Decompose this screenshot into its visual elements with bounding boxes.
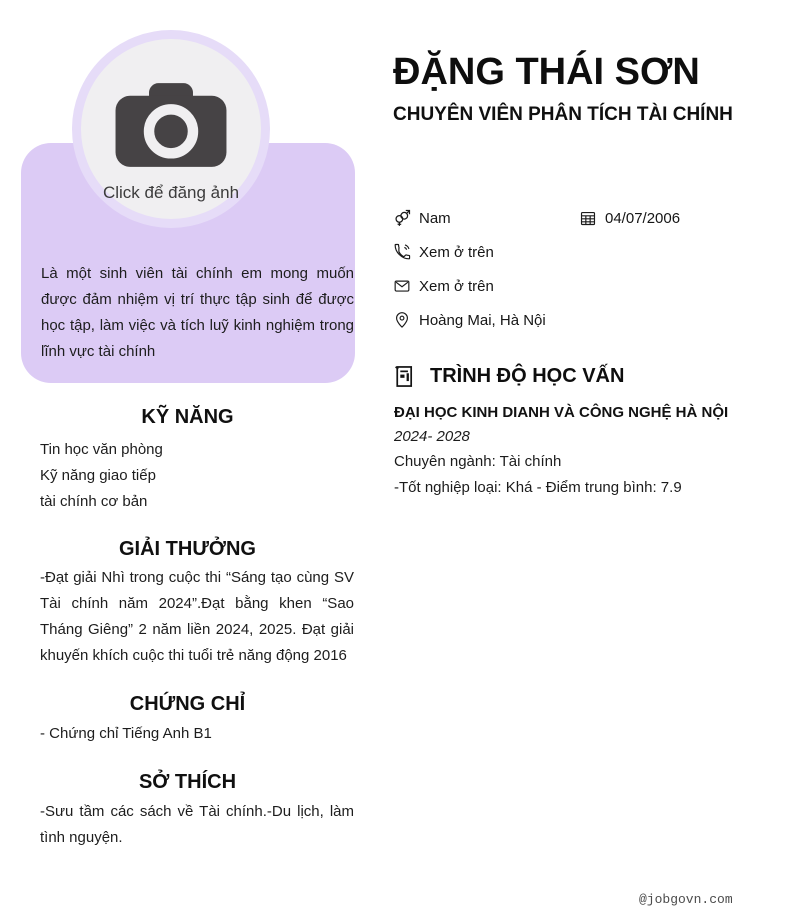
phone-row	[393, 240, 494, 264]
hobbies-section-title: SỞ THÍCH	[138, 771, 237, 793]
candidate-job-title: CHUYÊN VIÊN PHÂN TÍCH TÀI CHÍNH	[393, 104, 733, 125]
email-icon	[393, 277, 411, 295]
summary-text: Là một sinh viên tài chính em mong muốn được đảm nhiệm vị trí thực tập sinh để được học tập, làm việc và tích luỹ kinh nghiệm trong lĩnh vực tài chính	[41, 265, 354, 360]
gender-value: Nam	[419, 209, 451, 227]
birthday-value: 04/07/2006	[605, 209, 681, 227]
skills-section-title: KỸ NĂNG	[141, 406, 234, 428]
candidate-name: ĐẶNG THÁI SƠN	[393, 51, 700, 93]
phone-icon	[393, 243, 411, 261]
education-section-title: TRÌNH ĐỘ HỌC VẤN	[430, 365, 625, 387]
education-grade: -Tốt nghiệp loại: Khá - Điểm trung bình: 7.9	[394, 479, 682, 496]
skill-item: Tin học văn phòng	[40, 441, 163, 458]
hobbies-text: -Sưu tầm các sách về Tài chính.-Du lịch, làm tình nguyện.	[40, 803, 354, 846]
photo-upload-placeholder[interactable]	[72, 30, 270, 228]
birthday-row	[579, 206, 680, 230]
awards-text: -Đạt giải Nhì trong cuộc thi “Sáng tạo cùng SV Tài chính năm 2024”.Đạt bằng khen “Sao Tháng Giêng” 2 năm liền 2024, 2025. Đạt giải khuyến khích cuộc thi tuổi trẻ năng động 2016	[40, 569, 354, 664]
address-row	[393, 308, 546, 332]
skill-item: Kỹ năng giao tiếp	[40, 467, 156, 484]
email-value: Xem ở trên	[419, 277, 494, 295]
address-value: Hoàng Mai, Hà Nội	[419, 311, 546, 329]
certificates-text: - Chứng chỉ Tiếng Anh B1	[40, 725, 212, 742]
certificates-section-title: CHỨNG CHỈ	[129, 693, 246, 715]
location-icon	[393, 311, 411, 329]
education-years: 2024- 2028	[394, 428, 470, 445]
photo-upload-label: Click để đăng ảnh	[102, 183, 240, 202]
skills-list	[40, 437, 354, 515]
awards-section-title: GIẢI THƯỞNG	[119, 538, 256, 560]
email-row	[393, 274, 494, 298]
site-watermark: @jobgovn.com	[639, 892, 733, 907]
gender-row	[393, 206, 451, 230]
education-major: Chuyên ngành: Tài chính	[394, 453, 562, 470]
skill-item: tài chính cơ bản	[40, 493, 148, 510]
calendar-icon	[579, 209, 597, 227]
phone-value: Xem ở trên	[419, 243, 494, 261]
education-section-header	[394, 364, 624, 389]
education-school: ĐẠI HỌC KINH DIANH VÀ CÔNG NGHỆ HÀ NỘI	[394, 404, 729, 421]
camera-icon	[112, 79, 230, 169]
gender-icon	[393, 209, 411, 227]
certificate-icon	[394, 364, 415, 389]
